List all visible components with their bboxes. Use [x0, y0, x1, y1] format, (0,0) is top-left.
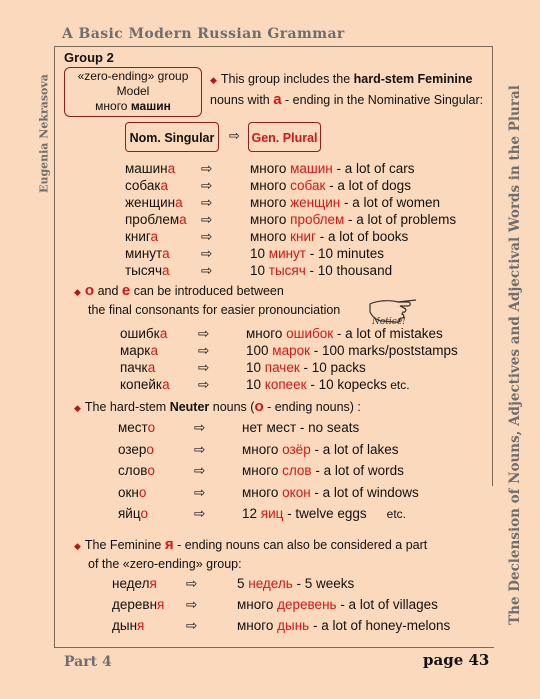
- arrow-right-icon: ⇨: [198, 343, 210, 358]
- note-feminine-ya: ◆ The Feminine я - ending nouns can also be considered a part of the «zero-ending» group:: [74, 536, 428, 571]
- table-row: [118, 485, 498, 503]
- arrow-right-icon: ⇨: [201, 212, 213, 227]
- model-line2: Model: [116, 84, 150, 98]
- nom-singular-header: Nom. Singular: [125, 122, 219, 152]
- page-number: page 43: [423, 651, 490, 669]
- arrow-right-icon: ⇨: [201, 263, 213, 278]
- arrow-right-icon: ⇨: [229, 128, 240, 143]
- singular-word: слово: [118, 463, 155, 478]
- arrow-right-icon: ⇨: [198, 326, 210, 341]
- singular-word: машина: [125, 161, 176, 176]
- singular-word: деревня: [112, 597, 165, 612]
- plural-phrase: много книг - a lot of books: [250, 229, 409, 244]
- table-row: [125, 246, 505, 264]
- plural-phrase: много слов - a lot of words: [242, 463, 404, 478]
- singular-word: место: [118, 420, 156, 435]
- arrow-right-icon: ⇨: [198, 377, 210, 392]
- plural-phrase: много дынь - a lot of honey-melons: [237, 618, 451, 633]
- arrow-right-icon: ⇨: [198, 360, 210, 375]
- plural-phrase: 10 минут - 10 minutes: [250, 246, 385, 261]
- singular-word: минута: [125, 246, 170, 261]
- singular-word: тысяча: [125, 263, 170, 278]
- table-row: [125, 229, 505, 247]
- book-title: A Basic Modern Russian Grammar: [62, 26, 345, 42]
- arrow-right-icon: ⇨: [201, 195, 213, 210]
- part-label: Part 4: [64, 654, 112, 670]
- table-row: [125, 263, 505, 281]
- table-row: [118, 442, 498, 460]
- arrow-right-icon: ⇨: [194, 420, 206, 435]
- table-row: [118, 463, 498, 481]
- table-row: [120, 360, 500, 378]
- model-line3: много машин: [95, 99, 171, 113]
- singular-word: женщина: [125, 195, 183, 210]
- arrow-right-icon: ⇨: [186, 597, 198, 612]
- plural-phrase: 10 пачек - 10 packs: [246, 360, 366, 375]
- arrow-right-icon: ⇨: [201, 161, 213, 176]
- notice-label: Notice!: [372, 317, 406, 327]
- diamond-bullet-icon: ◆: [210, 75, 217, 85]
- plural-phrase: 10 копеек - 10 kopecks etc.: [246, 377, 410, 392]
- singular-word: пачка: [120, 360, 156, 375]
- arrow-right-icon: ⇨: [186, 618, 198, 633]
- arrow-right-icon: ⇨: [201, 229, 213, 244]
- group-title: Group 2: [64, 50, 114, 65]
- table-row: [125, 212, 505, 230]
- plural-phrase: много озёр - a lot of lakes: [242, 441, 399, 457]
- table-row: [112, 618, 492, 636]
- table-row: [120, 343, 500, 361]
- diamond-bullet-icon: ◆: [74, 541, 81, 551]
- author-name: Eugenia Nekrasova: [37, 74, 51, 193]
- diamond-bullet-icon: ◆: [74, 287, 81, 297]
- arrow-right-icon: ⇨: [201, 246, 213, 261]
- singular-word: ошибка: [120, 326, 168, 341]
- singular-word: дыня: [112, 618, 145, 633]
- singular-word: яйцо: [118, 506, 148, 521]
- note-neuter: ◆ The hard-stem Neuter nouns (о - ending nouns) :: [74, 398, 361, 415]
- table-row: [120, 377, 500, 395]
- author-side: [34, 62, 54, 212]
- frame-left-line: [54, 46, 55, 647]
- arrow-right-icon: ⇨: [194, 484, 206, 500]
- singular-word: неделя: [112, 576, 157, 591]
- plural-phrase: 5 недель - 5 weeks: [237, 576, 355, 591]
- plural-phrase: много женщин - a lot of women: [250, 195, 441, 210]
- singular-word: копейка: [120, 377, 170, 392]
- table-row: [125, 161, 505, 179]
- table-row: [118, 420, 498, 438]
- table-row: [112, 576, 492, 594]
- singular-word: марка: [120, 343, 159, 358]
- singular-word: собака: [125, 178, 169, 193]
- frame-top-line: [54, 46, 492, 47]
- chapter-side: [505, 60, 525, 650]
- table-row: [118, 506, 498, 524]
- table-row: [125, 178, 505, 196]
- model-line1: «zero-ending» group: [77, 69, 189, 83]
- plural-phrase: много ошибок - a lot of mistakes: [246, 326, 443, 341]
- table-row: [120, 326, 500, 344]
- diamond-bullet-icon: ◆: [74, 403, 81, 413]
- plural-phrase: нет мест - no seats: [242, 420, 360, 435]
- chapter-title: The Declension of Nouns, Adjectives and Adjectival Words in the Plural: [507, 85, 523, 625]
- plural-phrase: много собак - a lot of dogs: [250, 178, 411, 193]
- frame-bottom-line: [54, 647, 494, 648]
- intro-text: ◆ This group includes the hard-stem Feminine nouns with а - ending in the Nominative Singular:: [210, 72, 484, 108]
- model-box: [64, 67, 202, 117]
- arrow-right-icon: ⇨: [194, 463, 206, 478]
- plural-phrase: много окон - a lot of windows: [242, 484, 419, 500]
- plural-phrase: 12 яиц - twelve eggs etc.: [242, 506, 407, 521]
- gen-plural-header: Gen. Plural: [248, 122, 321, 152]
- singular-word: окно: [118, 484, 147, 500]
- arrow-right-icon: ⇨: [194, 506, 206, 521]
- plural-phrase: много деревень - a lot of villages: [237, 597, 438, 612]
- plural-phrase: 10 тысяч - 10 thousand: [250, 263, 393, 278]
- plural-phrase: много проблем - a lot of problems: [250, 212, 457, 227]
- arrow-right-icon: ⇨: [194, 441, 206, 457]
- singular-word: озеро: [118, 441, 154, 457]
- singular-word: проблема: [125, 212, 187, 227]
- table-row: [112, 597, 492, 615]
- arrow-right-icon: ⇨: [201, 178, 213, 193]
- plural-phrase: 100 марок - 100 marks/poststamps: [246, 343, 458, 358]
- table-row: [125, 195, 505, 213]
- plural-phrase: много машин - a lot of cars: [250, 161, 415, 176]
- arrow-right-icon: ⇨: [186, 576, 198, 591]
- note-vowel-insertion: ◆ о and е can be introduced between the final consonants for easier pronounciation: [74, 282, 341, 317]
- singular-word: книга: [125, 229, 159, 244]
